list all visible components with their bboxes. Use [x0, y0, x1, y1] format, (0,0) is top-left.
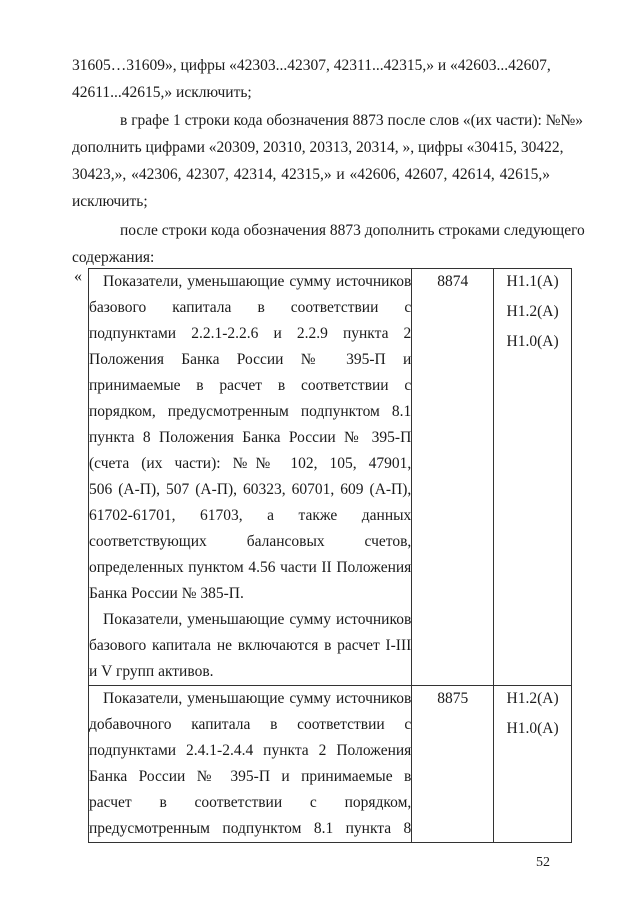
description-line: подпунктами 2.2.1-2.2.6 и 2.2.9 пункта 2	[89, 325, 412, 342]
text-line: в графе 1 строки кода обозначения 8873 после слов «(их части): №№»	[120, 112, 584, 129]
description-line: базового капитала в соответствии с	[89, 299, 412, 316]
norm-code: Н1.0(А)	[506, 333, 559, 350]
description-line: и V групп активов.	[89, 663, 214, 680]
norm-code: Н1.1(А)	[506, 273, 559, 290]
text-line: 31605…31609», цифры «42303...42307, 42311...42315,» и «42603...42607,	[72, 57, 551, 74]
description-line: Банка России № 385-П.	[89, 585, 244, 602]
indicator-description	[89, 686, 412, 843]
description-line: определенных пунктом 4.56 части II Положения	[89, 559, 412, 576]
norm-code: Н1.2(А)	[506, 690, 559, 707]
description-line: (счета (их части): №№ 102, 105, 47901,	[89, 455, 412, 472]
description-line: соответствующих балансовых счетов,	[89, 533, 412, 550]
norms-cell	[494, 269, 572, 686]
description-line: принимаемые в расчет в соответствии с	[89, 377, 412, 394]
description-line: Показатели, уменьшающие сумму источников	[103, 611, 412, 628]
text-line: 30423,», «42306, 42307, 42314, 42315,» и «42606, 42607, 42614, 42615,»	[72, 166, 550, 183]
description-line: Банка России № 395-П и принимаемые в	[89, 768, 412, 785]
text-line: исключить;	[72, 193, 148, 210]
text-line: дополнить цифрами «20309, 20310, 20313, 20314, », цифры «30415, 30422,	[72, 139, 564, 156]
text-line: после строки кода обозначения 8873 дополнить строками следующего	[120, 222, 585, 239]
description-line: 506 (А-П), 507 (А-П), 60323, 60701, 609 (А-П),	[89, 481, 412, 498]
designation-code: 8875	[412, 686, 494, 843]
page-number: 52	[536, 855, 550, 870]
text-line: содержания:	[72, 249, 155, 266]
description-line: расчет в соответствии с порядком,	[89, 794, 412, 811]
addition-paragraph	[72, 217, 585, 271]
description-line: 61702-61701, 61703, а также данных	[89, 507, 412, 524]
description-line: предусмотренным подпунктом 8.1 пункта 8	[89, 820, 412, 837]
description-line: Показатели, уменьшающие сумму источников	[103, 690, 412, 707]
description-line: Показатели, уменьшающие сумму источников	[103, 273, 412, 290]
designation-code: 8874	[412, 269, 494, 686]
opening-quote: «	[74, 268, 82, 285]
amendment-paragraph	[72, 107, 584, 215]
description-line: добавочного капитала в соответствии с	[89, 716, 412, 733]
text-line: 42611...42615,» исключить;	[72, 84, 252, 101]
indicator-description	[89, 269, 412, 686]
norm-code: Н1.0(А)	[506, 720, 559, 737]
description-line: пункта 8 Положения Банка России № 395-П	[89, 429, 412, 446]
codes-table	[88, 268, 572, 843]
intro-paragraph	[72, 52, 550, 106]
norm-code: Н1.2(А)	[506, 303, 559, 320]
description-line: порядком, предусмотренным подпунктом 8.1	[89, 403, 412, 420]
description-line: Положения Банка России № 395-П и	[89, 351, 412, 368]
table-row	[89, 686, 572, 843]
table-row	[89, 269, 572, 686]
description-line: подпунктами 2.4.1-2.4.4 пункта 2 Положения	[89, 742, 412, 759]
norms-cell	[494, 686, 572, 843]
description-line: базового капитала не включаются в расчет I-III	[89, 637, 412, 654]
